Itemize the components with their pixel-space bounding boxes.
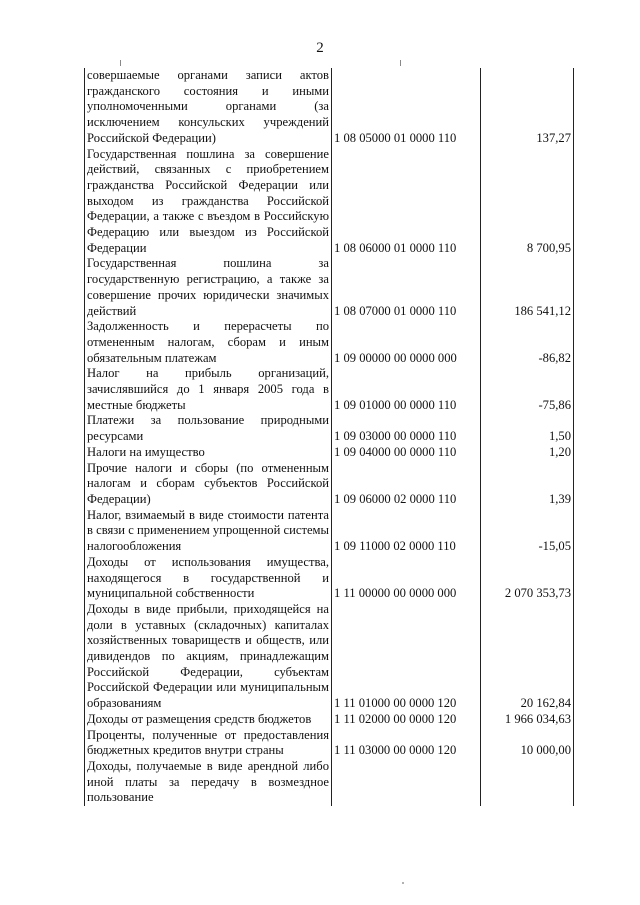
amount-cell: 186 541,12 [481, 256, 574, 319]
revenue-name-cell: Доходы от использования имущества, находящегося в государственной и муниципальной собственности [85, 555, 332, 602]
revenue-name-cell: Государственная пошлина за совершение действий, связанных с приобретением гражданства Российской Федерации или выходом из гражданства Российской Федерации, а также с въездом в Российскую Федерацию или выездом из Российской Федерации [85, 147, 332, 257]
table-row [85, 445, 574, 461]
amount-cell: 1,50 [481, 413, 574, 444]
table-row [85, 366, 574, 413]
table-row [85, 555, 574, 602]
budget-code-cell: 1 11 02000 00 0000 120 [332, 712, 481, 728]
table-row [85, 319, 574, 366]
table-row [85, 147, 574, 257]
table-row [85, 256, 574, 319]
budget-code-cell: 1 08 06000 01 0000 110 [332, 147, 481, 257]
amount-cell: 8 700,95 [481, 147, 574, 257]
amount-cell: 1 966 034,63 [481, 712, 574, 728]
revenue-name-cell: Проценты, полученные от предоставления бюджетных кредитов внутри страны [85, 728, 332, 759]
revenue-name-cell: Налог на прибыль организаций, зачислявшийся до 1 января 2005 года в местные бюджеты [85, 366, 332, 413]
budget-code-cell: 1 09 04000 00 0000 110 [332, 445, 481, 461]
amount-cell: 137,27 [481, 68, 574, 147]
budget-code-cell: 1 09 00000 00 0000 000 [332, 319, 481, 366]
revenue-name-cell: Налог, взимаемый в виде стоимости патента в связи с применением упрощенной системы налогообложения [85, 508, 332, 555]
budget-code-cell: 1 08 07000 01 0000 110 [332, 256, 481, 319]
budget-code-cell: 1 11 01000 00 0000 120 [332, 602, 481, 712]
amount-cell [481, 759, 574, 806]
revenue-name-cell: Доходы от размещения средств бюджетов [85, 712, 332, 728]
budget-code-cell: 1 11 00000 00 0000 000 [332, 555, 481, 602]
revenue-name-cell: Доходы, получаемые в виде арендной либо иной платы за передачу в возмездное пользование [85, 759, 332, 806]
amount-cell: 1,20 [481, 445, 574, 461]
revenue-name-cell: Платежи за пользование природными ресурсами [85, 413, 332, 444]
revenue-table [84, 68, 574, 806]
scan-speck [402, 882, 404, 884]
revenue-name-cell: Задолженность и перерасчеты по отмененным налогам, сборам и иным обязательным платежам [85, 319, 332, 366]
revenue-name-cell: совершаемые органами записи актов гражданского состояния и иными уполномоченными органами (за исключением консульских учреждений Российской Федерации) [85, 68, 332, 147]
amount-cell: -86,82 [481, 319, 574, 366]
revenue-name-cell: Доходы в виде прибыли, приходящейся на доли в уставных (складочных) капиталах хозяйственных товариществ и обществ, или дивидендов по акциям, принадлежащим Российской Федерации, субъектам Российской Федерации или муниципальным образованиям [85, 602, 332, 712]
budget-code-cell: 1 11 03000 00 0000 120 [332, 728, 481, 759]
revenue-table-body [85, 68, 574, 806]
scan-mark [400, 60, 401, 66]
revenue-name-cell: Прочие налоги и сборы (по отмененным налогам и сборам субъектов Российской Федерации) [85, 461, 332, 508]
budget-code-cell: 1 09 06000 02 0000 110 [332, 461, 481, 508]
budget-code-cell [332, 759, 481, 806]
revenue-name-cell: Налоги на имущество [85, 445, 332, 461]
amount-cell: -75,86 [481, 366, 574, 413]
table-row [85, 728, 574, 759]
table-row [85, 712, 574, 728]
scan-mark [120, 60, 121, 66]
budget-code-cell: 1 08 05000 01 0000 110 [332, 68, 481, 147]
amount-cell: 20 162,84 [481, 602, 574, 712]
amount-cell: 1,39 [481, 461, 574, 508]
amount-cell: 10 000,00 [481, 728, 574, 759]
table-row [85, 508, 574, 555]
amount-cell: 2 070 353,73 [481, 555, 574, 602]
table-row [85, 68, 574, 147]
table-row [85, 413, 574, 444]
table-row [85, 759, 574, 806]
page-number: 2 [316, 40, 324, 56]
revenue-name-cell: Государственная пошлина за государственную регистрацию, а также за совершение прочих юридически значимых действий [85, 256, 332, 319]
table-row [85, 461, 574, 508]
table-row [85, 602, 574, 712]
amount-cell: -15,05 [481, 508, 574, 555]
budget-code-cell: 1 09 03000 00 0000 110 [332, 413, 481, 444]
budget-code-cell: 1 09 11000 02 0000 110 [332, 508, 481, 555]
budget-code-cell: 1 09 01000 00 0000 110 [332, 366, 481, 413]
